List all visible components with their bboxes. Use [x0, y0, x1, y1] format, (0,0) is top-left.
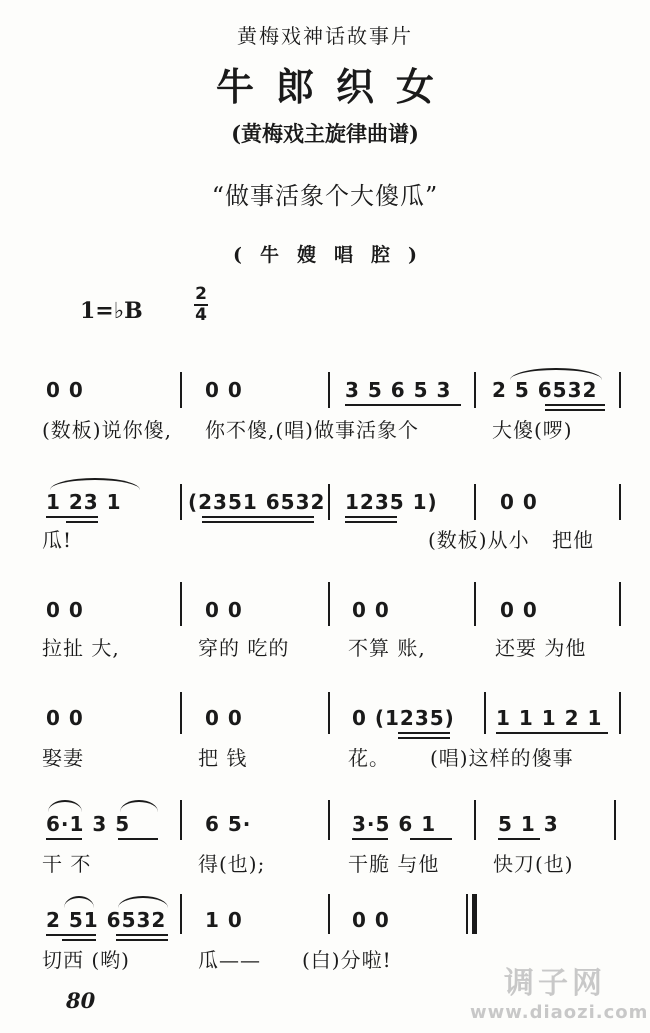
system-2-lyric-2: (数板)从小 — [428, 528, 530, 552]
slur — [50, 478, 140, 490]
system-3-lyric-2: 穿的 吃的 — [198, 636, 290, 660]
system-4-measure-1-notes: 0 0 — [46, 706, 84, 730]
barline — [180, 372, 182, 408]
slur — [118, 896, 168, 908]
barline — [474, 582, 476, 626]
system-2-measure-3-notes: 1235 1) — [345, 490, 438, 514]
series-title: 黄梅戏神话故事片 — [237, 24, 413, 48]
barline — [474, 800, 476, 840]
system-3-measure-1-notes: 0 0 — [46, 598, 84, 622]
system-4-lyric-1: 娶妻 — [42, 746, 84, 770]
beam — [398, 732, 450, 734]
system-6-measure-3-notes: 0 0 — [352, 908, 390, 932]
system-1-lyrics — [0, 414, 650, 444]
barline — [328, 484, 330, 520]
system-1-lyric-2: 你不傻,(唱)做事活象个 — [205, 418, 419, 442]
barline — [328, 582, 330, 626]
barline — [180, 800, 182, 840]
system-3-notes — [0, 598, 650, 628]
barline — [180, 484, 182, 520]
system-1-measure-2-notes: 0 0 — [205, 378, 243, 402]
system-2-lyric-1: 瓜! — [42, 528, 73, 552]
system-3-lyrics — [0, 632, 650, 662]
system-4-measure-4-notes: 1 1 1 2 1 — [496, 706, 603, 730]
page-number: 80 — [66, 988, 96, 1013]
key-signature: 1=♭B — [80, 298, 143, 324]
beam — [345, 404, 461, 406]
watermark — [470, 958, 649, 1023]
system-2-measure-1-notes: 1 23 1 — [46, 490, 122, 514]
barline — [619, 484, 621, 520]
beam — [46, 838, 82, 840]
barline — [180, 692, 182, 734]
barline — [619, 582, 621, 626]
system-1-measure-3-notes: 3 5 6 5 3 — [345, 378, 452, 402]
slur — [48, 800, 82, 812]
barline — [466, 894, 468, 934]
system-3-lyric-3: 不算 账, — [348, 636, 426, 660]
beam — [498, 838, 540, 840]
system-3-measure-3-notes: 0 0 — [352, 598, 390, 622]
system-2-measure-2-notes: (2351 6532 — [188, 490, 326, 514]
system-3-measure-2-notes: 0 0 — [205, 598, 243, 622]
beam — [46, 516, 98, 518]
system-5-lyric-2: 得(也); — [198, 852, 266, 876]
system-4-lyrics — [0, 742, 650, 772]
barline — [614, 800, 616, 840]
barline — [180, 582, 182, 626]
barline — [619, 372, 621, 408]
slur — [510, 368, 602, 380]
system-6-measure-2-notes: 1 0 — [205, 908, 243, 932]
system-4-lyric-2: 把 钱 — [198, 746, 248, 770]
system-1-measure-1-notes: 0 0 — [46, 378, 84, 402]
subtitle: (黄梅戏主旋律曲谱) — [231, 121, 419, 146]
barline — [474, 372, 476, 408]
system-4-lyric-3: 花。 — [348, 746, 390, 770]
barline — [619, 692, 621, 734]
beam — [345, 521, 397, 523]
system-4-measure-3-notes: 0 (1235) — [352, 706, 455, 730]
system-2-lyrics — [0, 524, 650, 554]
system-5-notes — [0, 812, 650, 842]
system-6-notes — [0, 908, 650, 938]
system-5-lyric-1: 干 不 — [42, 852, 92, 876]
system-1-lyric-3: 大傻(啰) — [492, 418, 573, 442]
main-title: 牛郎织女 — [215, 64, 456, 109]
beam — [116, 934, 168, 936]
system-6-lyric-3: (白)分啦! — [302, 948, 392, 972]
beam — [118, 838, 158, 840]
barline — [328, 894, 330, 934]
beam — [545, 404, 605, 406]
singer-label: (牛嫂唱腔) — [233, 244, 435, 266]
beam — [46, 934, 96, 936]
beam — [345, 516, 397, 518]
watermark-name: 调子网 — [504, 966, 606, 1001]
beam — [545, 409, 605, 411]
song-title: “做事活象个大傻瓜” — [211, 182, 439, 210]
beam — [398, 737, 450, 739]
system-5-lyrics — [0, 848, 650, 878]
system-2-lyric-3: 把他 — [552, 528, 594, 552]
system-4-measure-2-notes: 0 0 — [205, 706, 243, 730]
system-3-measure-4-notes: 0 0 — [500, 598, 538, 622]
time-signature-top: 2 — [195, 284, 207, 304]
system-6-measure-1-notes: 2 51 6532 — [46, 908, 167, 932]
system-6-lyric-1: 切西 (哟) — [42, 948, 130, 972]
beam — [66, 521, 98, 523]
beam — [202, 521, 314, 523]
system-6-lyric-2: 瓜—— — [198, 948, 261, 972]
time-signature-bottom: 4 — [195, 305, 207, 325]
barline — [328, 800, 330, 840]
system-5-measure-4-notes: 5 1 3 — [498, 812, 559, 836]
slur — [64, 896, 94, 908]
system-1-lyric-1: (数板)说你傻, — [42, 418, 172, 442]
system-1-measure-4-notes: 2 5 6532 — [492, 378, 598, 402]
final-barline — [472, 894, 477, 934]
system-5-measure-3-notes: 3·5 6 1 — [352, 812, 437, 836]
beam — [62, 939, 96, 941]
barline — [328, 692, 330, 734]
system-5-measure-1-notes: 6·1 3 5 — [46, 812, 131, 836]
watermark-url: www.diaozi.com — [470, 1002, 649, 1023]
barline — [474, 484, 476, 520]
system-3-lyric-4: 还要 为他 — [495, 636, 587, 660]
system-4-lyric-4: (唱)这样的傻事 — [430, 746, 574, 770]
beam — [352, 838, 388, 840]
system-5-measure-2-notes: 6 5· — [205, 812, 252, 836]
barline — [180, 894, 182, 934]
beam — [116, 939, 168, 941]
system-5-lyric-4: 快刀(也) — [493, 852, 574, 876]
beam — [410, 838, 452, 840]
system-3-lyric-1: 拉扯 大, — [42, 636, 120, 660]
beam — [496, 732, 608, 734]
beam — [202, 516, 314, 518]
barline — [484, 692, 486, 734]
system-2-measure-4-notes: 0 0 — [500, 490, 538, 514]
system-5-lyric-3: 干脆 与他 — [348, 852, 440, 876]
barline — [328, 372, 330, 408]
slur — [120, 800, 158, 812]
